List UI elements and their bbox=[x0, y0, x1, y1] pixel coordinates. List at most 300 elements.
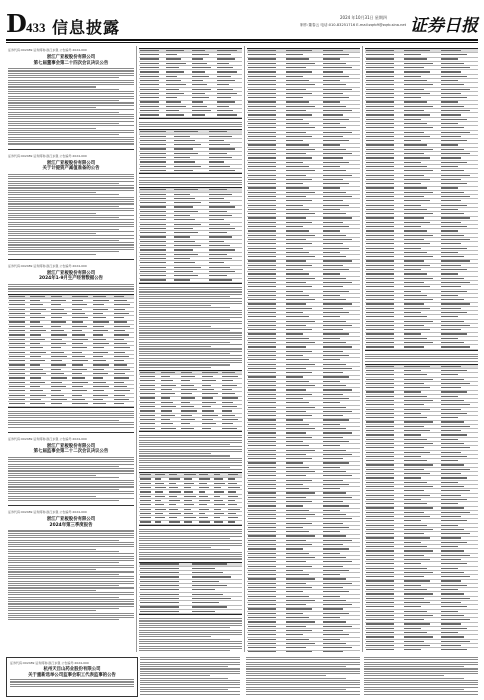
text-line bbox=[139, 307, 230, 308]
table-cell bbox=[323, 454, 352, 455]
text-line bbox=[8, 132, 134, 133]
table-cell bbox=[366, 443, 394, 444]
table-cell bbox=[9, 360, 25, 361]
table-cell bbox=[166, 50, 184, 51]
table-cell bbox=[192, 568, 215, 569]
text-line bbox=[8, 610, 96, 611]
text-line bbox=[8, 197, 134, 198]
table-cell bbox=[286, 505, 303, 506]
table-cell bbox=[72, 395, 81, 396]
table-cell bbox=[404, 615, 433, 616]
table-cell bbox=[140, 232, 166, 233]
table-cell bbox=[366, 546, 394, 547]
table-cell bbox=[323, 604, 352, 605]
table-cell bbox=[140, 148, 166, 149]
table-cell bbox=[248, 226, 276, 227]
table-cell bbox=[404, 568, 427, 569]
report-text bbox=[139, 435, 242, 470]
table-cell bbox=[214, 521, 223, 522]
table-cell bbox=[140, 110, 159, 111]
table-cell bbox=[323, 574, 340, 575]
table-cell bbox=[248, 441, 276, 442]
table-cell bbox=[441, 443, 464, 444]
table-cell bbox=[323, 497, 352, 498]
text-line bbox=[8, 247, 134, 248]
table-cell bbox=[404, 537, 430, 538]
table-cell bbox=[366, 316, 394, 317]
table-cell bbox=[366, 226, 394, 227]
table-cell bbox=[404, 183, 421, 184]
table-cell bbox=[248, 149, 276, 150]
table-cell bbox=[140, 598, 179, 599]
text-line bbox=[8, 585, 119, 586]
table-cell bbox=[140, 144, 166, 145]
text-line bbox=[8, 137, 134, 138]
table-cell bbox=[248, 419, 276, 420]
table-cell bbox=[366, 243, 394, 244]
table-cell bbox=[366, 615, 394, 616]
text-line bbox=[139, 558, 242, 559]
table-cell bbox=[199, 513, 206, 514]
table-cell bbox=[404, 252, 427, 253]
table-cell bbox=[286, 415, 312, 416]
table-cell bbox=[9, 386, 25, 387]
table-cell bbox=[248, 462, 276, 463]
table-cell bbox=[248, 643, 276, 644]
table-cell bbox=[441, 183, 467, 184]
text-line bbox=[8, 468, 134, 469]
table-cell bbox=[441, 316, 458, 317]
text-line bbox=[8, 143, 134, 144]
table-cell bbox=[202, 415, 218, 416]
table-cell bbox=[192, 585, 228, 586]
table-cell bbox=[441, 84, 464, 85]
table-cell bbox=[248, 621, 276, 622]
table-cell bbox=[72, 369, 86, 370]
table-cell bbox=[404, 645, 430, 646]
table-cell bbox=[248, 630, 276, 631]
table-cell bbox=[441, 97, 467, 98]
table-cell bbox=[114, 373, 125, 374]
table-cell bbox=[441, 153, 470, 154]
text-line bbox=[8, 210, 134, 211]
table-cell bbox=[30, 304, 43, 305]
table-cell bbox=[366, 303, 394, 304]
financial-table bbox=[139, 129, 242, 174]
table-cell bbox=[323, 424, 340, 425]
table-cell bbox=[404, 273, 427, 274]
column-report-3 bbox=[365, 46, 478, 652]
table-cell bbox=[286, 523, 312, 524]
table-cell bbox=[248, 80, 276, 81]
table-cell bbox=[366, 93, 394, 94]
table-cell bbox=[441, 321, 464, 322]
text-line bbox=[364, 689, 464, 690]
text-line bbox=[8, 96, 134, 97]
table-cell bbox=[323, 514, 346, 515]
table-cell bbox=[323, 492, 346, 493]
table-cell bbox=[114, 369, 130, 370]
text-line bbox=[8, 427, 134, 428]
text-line bbox=[8, 500, 119, 501]
table-cell bbox=[248, 355, 276, 356]
table-cell bbox=[214, 483, 225, 484]
table-cell bbox=[248, 480, 276, 481]
table-cell bbox=[286, 308, 312, 309]
header-rule-thin bbox=[6, 42, 478, 43]
table-cell bbox=[140, 206, 166, 207]
table-cell bbox=[209, 219, 224, 220]
table-cell bbox=[286, 157, 312, 158]
table-cell bbox=[366, 84, 394, 85]
table-cell bbox=[169, 491, 180, 492]
table-cell bbox=[286, 321, 315, 322]
table-cell bbox=[366, 507, 394, 508]
table-cell bbox=[166, 89, 180, 90]
table-cell bbox=[199, 483, 207, 484]
table-cell bbox=[366, 499, 394, 500]
text-line bbox=[139, 444, 230, 445]
table-cell bbox=[286, 132, 306, 133]
text-line bbox=[364, 671, 478, 672]
table-cell bbox=[248, 123, 276, 124]
table-cell bbox=[140, 80, 159, 81]
table-cell bbox=[209, 144, 230, 145]
table-cell bbox=[72, 321, 83, 322]
column-report-1 bbox=[139, 46, 242, 652]
table-cell bbox=[404, 93, 430, 94]
table-cell bbox=[174, 198, 195, 199]
table-cell bbox=[286, 441, 303, 442]
text-line bbox=[8, 530, 134, 531]
text-line bbox=[8, 415, 134, 416]
table-cell bbox=[114, 313, 128, 314]
table-cell bbox=[441, 486, 464, 487]
table-cell bbox=[286, 372, 312, 373]
table-cell bbox=[51, 317, 62, 318]
text-line bbox=[8, 213, 96, 214]
table-cell bbox=[248, 342, 276, 343]
text-line bbox=[246, 682, 360, 683]
table-cell bbox=[161, 415, 175, 416]
table-cell bbox=[286, 587, 312, 588]
table-cell bbox=[286, 230, 309, 231]
table-cell bbox=[441, 149, 464, 150]
table-cell bbox=[184, 504, 194, 505]
editor-contact: 制作:董春云 电话:010-83251716 E-mail:zqrb9@zqrb.sina.net bbox=[300, 23, 407, 27]
table-cell bbox=[166, 63, 186, 64]
page-number: 433 bbox=[26, 20, 46, 35]
table-cell bbox=[30, 343, 39, 344]
table-cell bbox=[404, 555, 424, 556]
table-cell bbox=[404, 286, 430, 287]
table-cell bbox=[286, 256, 315, 257]
table-cell bbox=[441, 645, 461, 646]
table-cell bbox=[441, 291, 467, 292]
text-line bbox=[8, 238, 134, 239]
table-cell bbox=[248, 192, 276, 193]
table-cell bbox=[323, 531, 340, 532]
table-cell bbox=[140, 397, 155, 398]
text-line bbox=[8, 417, 134, 418]
text-line bbox=[139, 646, 242, 647]
table-cell bbox=[323, 484, 349, 485]
table-cell bbox=[404, 456, 421, 457]
table-cell bbox=[114, 386, 127, 387]
table-cell bbox=[140, 140, 166, 141]
text-line bbox=[139, 458, 242, 459]
table-cell bbox=[140, 428, 155, 429]
table-cell bbox=[323, 226, 349, 227]
table-cell bbox=[30, 360, 44, 361]
table-cell bbox=[441, 482, 458, 483]
table-cell bbox=[155, 474, 165, 475]
table-cell bbox=[248, 243, 276, 244]
table-cell bbox=[323, 475, 352, 476]
table-cell bbox=[441, 170, 464, 171]
table-cell bbox=[286, 600, 315, 601]
table-cell bbox=[404, 486, 433, 487]
table-cell bbox=[169, 496, 177, 497]
table-cell bbox=[404, 426, 424, 427]
table-cell bbox=[161, 423, 174, 424]
table-cell bbox=[140, 585, 179, 586]
table-cell bbox=[140, 50, 159, 51]
table-cell bbox=[286, 596, 309, 597]
text-line bbox=[140, 666, 228, 667]
table-cell bbox=[209, 206, 235, 207]
table-cell bbox=[248, 200, 276, 201]
table-cell bbox=[286, 355, 303, 356]
table-cell bbox=[209, 202, 230, 203]
text-line bbox=[364, 675, 444, 676]
table-cell bbox=[323, 355, 349, 356]
table-cell bbox=[72, 360, 88, 361]
table-cell bbox=[366, 585, 394, 586]
text-line bbox=[140, 689, 228, 690]
text-line bbox=[365, 361, 478, 362]
table-cell bbox=[286, 286, 312, 287]
table-cell bbox=[30, 356, 41, 357]
table-cell bbox=[286, 497, 306, 498]
table-cell bbox=[366, 611, 394, 612]
table-cell bbox=[248, 514, 276, 515]
table-cell bbox=[366, 144, 394, 145]
table-cell bbox=[366, 153, 394, 154]
table-cell bbox=[161, 397, 170, 398]
announcement-title: 浙江广亚板股份有限公司 2024年1-9月生产经营数据公告 bbox=[38, 270, 104, 282]
table-cell bbox=[192, 97, 210, 98]
table-cell bbox=[248, 544, 276, 545]
table-cell bbox=[404, 295, 427, 296]
table-cell bbox=[202, 402, 216, 403]
table-cell bbox=[222, 423, 233, 424]
table-cell bbox=[140, 372, 155, 373]
text-line bbox=[140, 668, 240, 669]
text-line bbox=[8, 80, 134, 81]
table-cell bbox=[217, 67, 233, 68]
text-line bbox=[246, 689, 346, 690]
table-cell bbox=[248, 170, 276, 171]
table-cell bbox=[441, 286, 461, 287]
text-line bbox=[246, 691, 360, 692]
table-cell bbox=[140, 606, 179, 607]
table-cell bbox=[404, 282, 424, 283]
table-cell bbox=[323, 132, 352, 133]
table-cell bbox=[248, 106, 276, 107]
table-cell bbox=[140, 423, 155, 424]
table-cell bbox=[51, 403, 62, 404]
table-cell bbox=[286, 114, 312, 115]
table-cell bbox=[323, 583, 352, 584]
text-line bbox=[8, 141, 134, 142]
table-cell bbox=[441, 576, 470, 577]
text-line bbox=[8, 244, 134, 245]
text-line bbox=[139, 177, 242, 178]
table-cell bbox=[441, 162, 467, 163]
text-line bbox=[139, 449, 242, 450]
table-cell bbox=[93, 386, 109, 387]
table-cell bbox=[202, 406, 211, 407]
text-line bbox=[139, 618, 242, 619]
table-cell bbox=[286, 140, 303, 141]
table-cell bbox=[51, 339, 62, 340]
table-cell bbox=[140, 410, 155, 411]
table-cell bbox=[248, 97, 276, 98]
text-line bbox=[140, 671, 240, 672]
table-cell bbox=[114, 352, 125, 353]
text-line bbox=[139, 625, 242, 626]
table-cell bbox=[217, 63, 229, 64]
table-cell bbox=[323, 175, 352, 176]
table-cell bbox=[248, 484, 276, 485]
table-cell bbox=[286, 467, 309, 468]
table-cell bbox=[441, 568, 458, 569]
table-cell bbox=[366, 282, 394, 283]
table-cell bbox=[366, 50, 394, 51]
table-cell bbox=[404, 430, 430, 431]
table-cell bbox=[174, 275, 198, 276]
text-line bbox=[8, 546, 134, 547]
table-cell bbox=[286, 316, 309, 317]
text-line bbox=[139, 531, 242, 532]
table-cell bbox=[441, 295, 458, 296]
table-cell bbox=[184, 487, 191, 488]
table-cell bbox=[192, 80, 204, 81]
table-cell bbox=[166, 84, 186, 85]
table-cell bbox=[404, 641, 424, 642]
table-cell bbox=[366, 400, 394, 401]
table-cell bbox=[286, 570, 303, 571]
table-cell bbox=[441, 50, 461, 51]
table-cell bbox=[181, 376, 195, 377]
table-cell bbox=[140, 572, 179, 573]
table-cell bbox=[286, 265, 312, 266]
table-cell bbox=[404, 50, 430, 51]
table-cell bbox=[248, 548, 276, 549]
table-cell bbox=[323, 196, 352, 197]
text-line bbox=[8, 291, 134, 292]
table-cell bbox=[404, 434, 421, 435]
table-cell bbox=[140, 54, 159, 55]
table-cell bbox=[140, 198, 166, 199]
table-cell bbox=[217, 93, 237, 94]
table-cell bbox=[366, 503, 394, 504]
table-cell bbox=[366, 391, 394, 392]
table-cell bbox=[93, 321, 109, 322]
table-cell bbox=[93, 399, 102, 400]
table-cell bbox=[441, 67, 470, 68]
table-cell bbox=[248, 523, 276, 524]
table-cell bbox=[114, 296, 123, 297]
table-cell bbox=[323, 321, 346, 322]
table-cell bbox=[93, 373, 107, 374]
text-line bbox=[8, 466, 119, 467]
table-cell bbox=[404, 632, 427, 633]
announcement-code: 证券代码:002489 证券简称:浙江永强 公告编号:2024-000 bbox=[8, 48, 87, 52]
table-cell bbox=[248, 458, 276, 459]
table-cell bbox=[286, 329, 312, 330]
table-cell bbox=[30, 313, 41, 314]
table-cell bbox=[209, 245, 230, 246]
table-cell bbox=[209, 236, 233, 237]
table-cell bbox=[248, 63, 276, 64]
table-cell bbox=[441, 585, 467, 586]
text-line bbox=[139, 298, 242, 299]
table-cell bbox=[366, 456, 394, 457]
text-line bbox=[139, 554, 242, 555]
table-cell bbox=[441, 507, 464, 508]
text-line bbox=[8, 174, 134, 175]
text-line bbox=[8, 567, 134, 568]
table-cell bbox=[286, 84, 315, 85]
table-cell bbox=[209, 215, 233, 216]
table-cell bbox=[323, 140, 349, 141]
table-cell bbox=[140, 241, 166, 242]
table-cell bbox=[140, 589, 179, 590]
table-cell bbox=[286, 566, 312, 567]
table-cell bbox=[323, 639, 340, 640]
table-cell bbox=[441, 54, 467, 55]
table-cell bbox=[248, 67, 276, 68]
table-cell bbox=[441, 136, 461, 137]
table-cell bbox=[248, 230, 276, 231]
table-cell bbox=[366, 235, 394, 236]
table-cell bbox=[9, 313, 25, 314]
text-line bbox=[139, 462, 242, 463]
text-line bbox=[139, 641, 242, 642]
table-cell bbox=[248, 492, 276, 493]
text-line bbox=[8, 70, 134, 71]
table-cell bbox=[366, 97, 394, 98]
text-line bbox=[8, 581, 134, 582]
table-cell bbox=[222, 380, 233, 381]
table-cell bbox=[222, 402, 233, 403]
table-cell bbox=[93, 395, 107, 396]
table-cell bbox=[404, 469, 424, 470]
table-cell bbox=[441, 520, 467, 521]
table-cell bbox=[286, 89, 306, 90]
table-cell bbox=[323, 544, 343, 545]
text-line bbox=[8, 128, 96, 129]
table-cell bbox=[323, 402, 340, 403]
table-cell bbox=[217, 76, 231, 77]
text-line bbox=[364, 664, 478, 665]
table-cell bbox=[404, 101, 427, 102]
table-cell bbox=[93, 326, 104, 327]
text-line bbox=[139, 342, 230, 343]
text-line bbox=[8, 187, 134, 188]
